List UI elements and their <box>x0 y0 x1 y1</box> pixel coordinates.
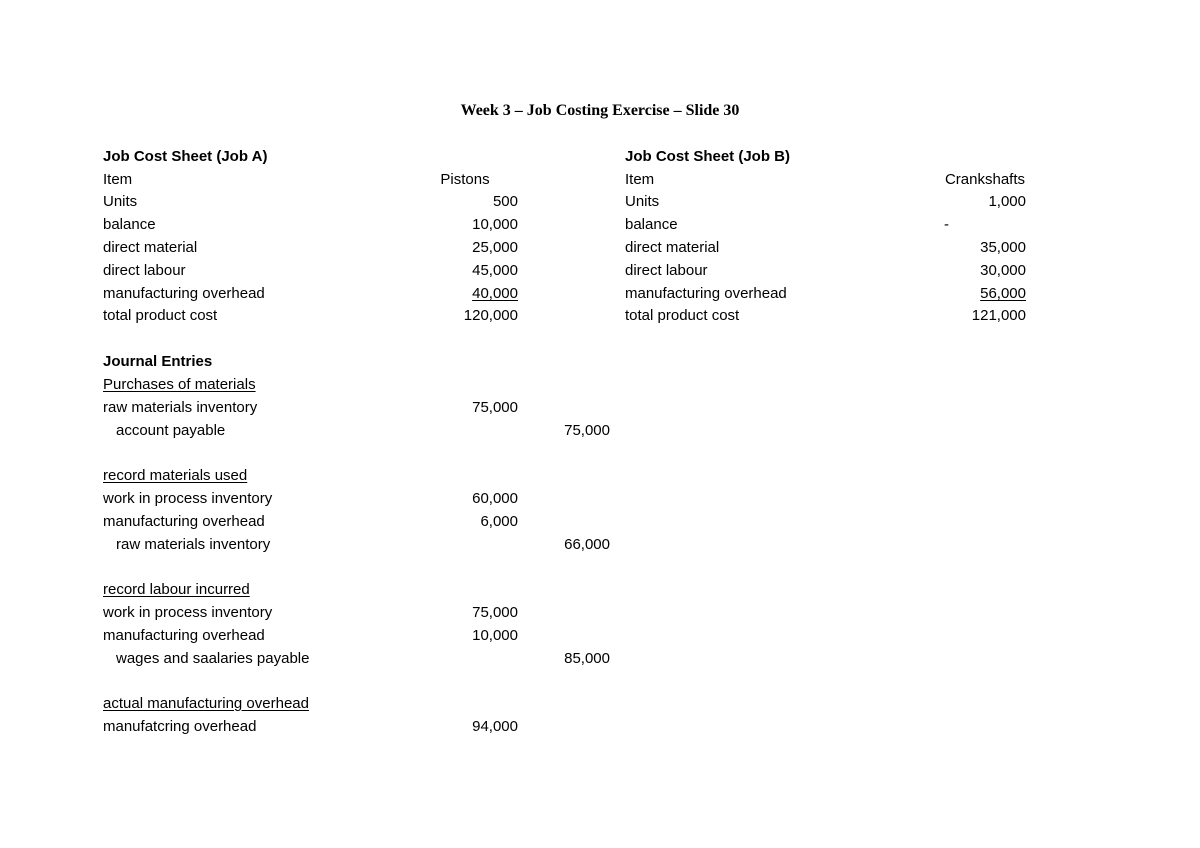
job-a-row-label: direct material <box>103 239 198 256</box>
journal-account: raw materials inventory <box>103 399 258 416</box>
job-b-row-value: 1,000 <box>988 193 1026 210</box>
job-a-row-value: 45,000 <box>472 262 518 279</box>
journal-account: raw materials inventory <box>116 536 271 553</box>
job-b-row-value: 35,000 <box>980 239 1026 256</box>
job-a-row-value: 25,000 <box>472 239 518 256</box>
journal-credit: 85,000 <box>564 650 610 667</box>
job-b-row-label: Units <box>625 193 660 210</box>
job-b-row-label: manufacturing overhead <box>625 285 787 302</box>
job-b-row-value: 121,000 <box>971 307 1026 324</box>
journal-debit: 6,000 <box>480 513 518 530</box>
journal-account: manufatcring overhead <box>103 718 257 735</box>
journal-debit: 75,000 <box>472 604 518 621</box>
journal-account: wages and saalaries payable <box>116 650 310 667</box>
job-b-heading: Job Cost Sheet (Job B) <box>625 148 791 165</box>
page-title: Week 3 – Job Costing Exercise – Slide 30 <box>460 102 740 119</box>
journal-credit: 66,000 <box>564 536 610 553</box>
journal-account: work in process inventory <box>103 604 273 621</box>
journal-account: manufacturing overhead <box>103 513 265 530</box>
journal-section-title: record labour incurred <box>103 581 250 598</box>
job-a-row-value: 40,000 <box>472 285 518 302</box>
job-a-row-label: total product cost <box>103 307 218 324</box>
job-b-row-label: direct material <box>625 239 720 256</box>
journal-section-title: Purchases of materials <box>103 376 256 393</box>
job-b-row-label: total product cost <box>625 307 740 324</box>
job-a-item-label: Item <box>103 171 133 188</box>
journal-account: manufacturing overhead <box>103 627 265 644</box>
journal-section-title: actual manufacturing overhead <box>103 695 309 712</box>
job-a-row-value-cell <box>398 284 518 304</box>
job-a-item-value: Pistons <box>440 171 490 188</box>
journal-account: work in process inventory <box>103 490 273 507</box>
job-b-row-value: - <box>944 216 949 233</box>
job-a-heading: Job Cost Sheet (Job A) <box>103 148 268 165</box>
job-b-row-value: 56,000 <box>980 285 1026 302</box>
job-a-row-label: direct labour <box>103 262 186 279</box>
job-a-row-label: balance <box>103 216 156 233</box>
job-a-row-label: Units <box>103 193 138 210</box>
journal-debit: 60,000 <box>472 490 518 507</box>
journal-credit: 75,000 <box>564 422 610 439</box>
job-a-row-value: 10,000 <box>472 216 518 233</box>
journal-debit: 10,000 <box>472 627 518 644</box>
job-a-row-value: 500 <box>492 193 518 210</box>
job-b-item-label: Item <box>625 171 655 188</box>
job-b-row-label: direct labour <box>625 262 708 279</box>
journal-debit: 94,000 <box>472 718 518 735</box>
job-b-item-value: Crankshafts <box>944 171 1026 188</box>
job-a-row-value: 120,000 <box>463 307 518 324</box>
job-a-row-label: manufacturing overhead <box>103 285 265 302</box>
job-b-row-value-cell <box>906 284 1026 304</box>
job-b-row-value: 30,000 <box>980 262 1026 279</box>
journal-section-title: record materials used <box>103 467 248 484</box>
journal-account: account payable <box>116 422 226 439</box>
journal-debit: 75,000 <box>472 399 518 416</box>
job-b-row-label: balance <box>625 216 678 233</box>
journal-heading: Journal Entries <box>103 353 213 370</box>
